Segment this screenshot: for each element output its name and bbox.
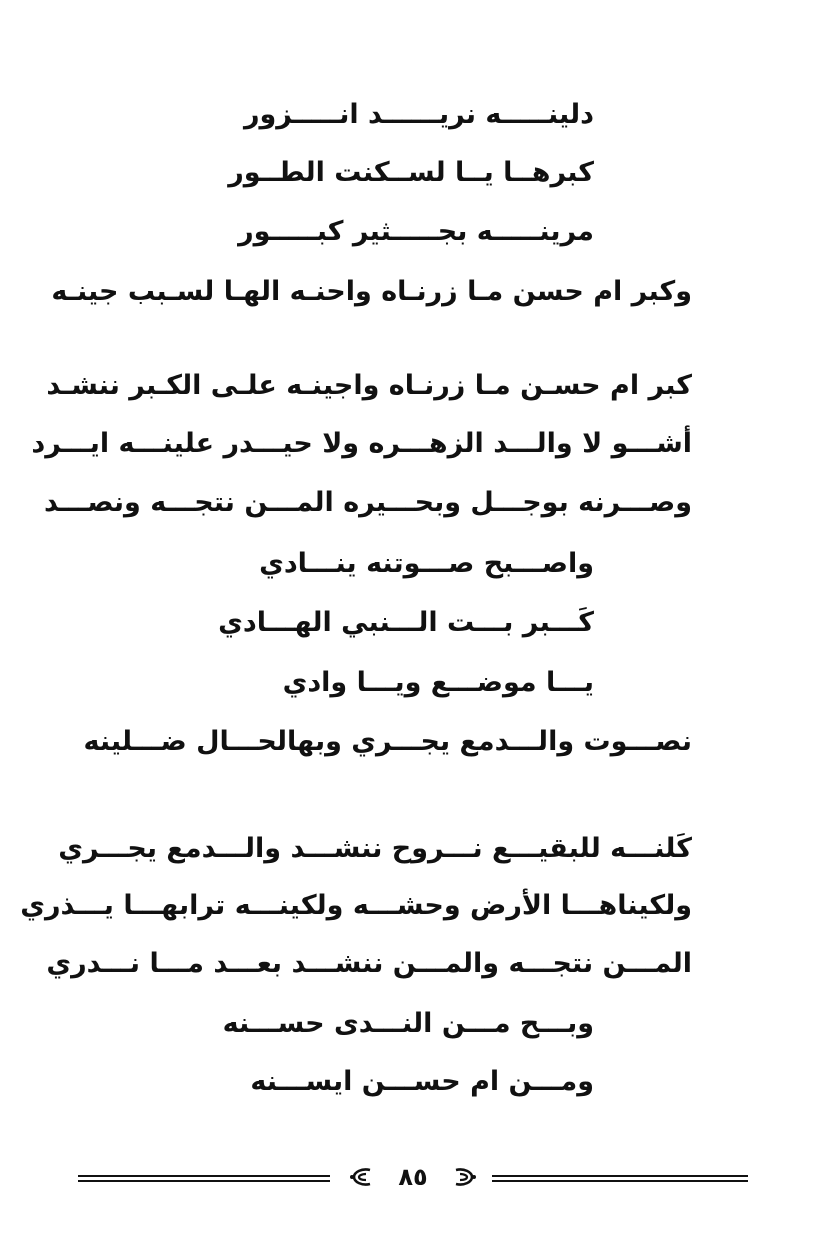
verse-line: وبـــح مـــن النـــدى حســـنه bbox=[222, 1008, 594, 1039]
verse-line: واصـــبح صـــوتنه ينـــادي bbox=[259, 548, 594, 579]
verse-line: نصـــوت والـــدمع يجـــري وبهالحـــال ضـــلينه bbox=[83, 726, 692, 757]
verse-line: وصـــرنه بوجـــل وبحـــيره المـــن نتجـــه ونصـــد bbox=[44, 487, 692, 518]
ornament-right-icon bbox=[452, 1166, 478, 1188]
verse-line: كبر ام حسـن مـا زرنـاه واجينـه علـى الكـبر ننشـد bbox=[46, 370, 692, 401]
verse-line: المـــن نتجـــه والمـــن ننشـــد بعـــد مـــا نـــدري bbox=[46, 948, 692, 979]
page-number: ٨٥ bbox=[398, 1163, 428, 1191]
verse-line: دلينـــــه نريــــــد انـــــزور bbox=[243, 99, 594, 130]
verse-line: أشـــو لا والـــد الزهـــره ولا حيـــدر علينـــه ايـــرد bbox=[31, 428, 692, 459]
footer-rule-left bbox=[78, 1175, 330, 1182]
verse-line: ومـــن ام حســـن ايســـنه bbox=[250, 1066, 594, 1097]
verse-line: يـــا موضـــع ويـــا وادي bbox=[282, 667, 594, 698]
verse-line: ولكيناهـــا الأرض وحشـــه ولكينـــه ترابهـــا يـــذري bbox=[20, 890, 692, 921]
verse-line: كَلنـــه للبقيـــع نـــروح ننشـــد والـــدمع يجـــري bbox=[58, 833, 692, 864]
verse-line: مرينـــــه بجـــــثير كبـــــور bbox=[238, 216, 594, 247]
page-number-block bbox=[348, 1162, 478, 1192]
verse-line: كبرهــا يــا لســكنت الطــور bbox=[228, 157, 594, 188]
verse-line: كَـــبر بـــت الـــنبي الهـــادي bbox=[218, 607, 594, 638]
ornament-left-icon bbox=[348, 1166, 374, 1188]
footer-rule-right bbox=[492, 1175, 748, 1182]
verse-line: وكبر ام حسن مـا زرنـاه واحنـه الهـا لسـبب جينـه bbox=[51, 276, 692, 307]
